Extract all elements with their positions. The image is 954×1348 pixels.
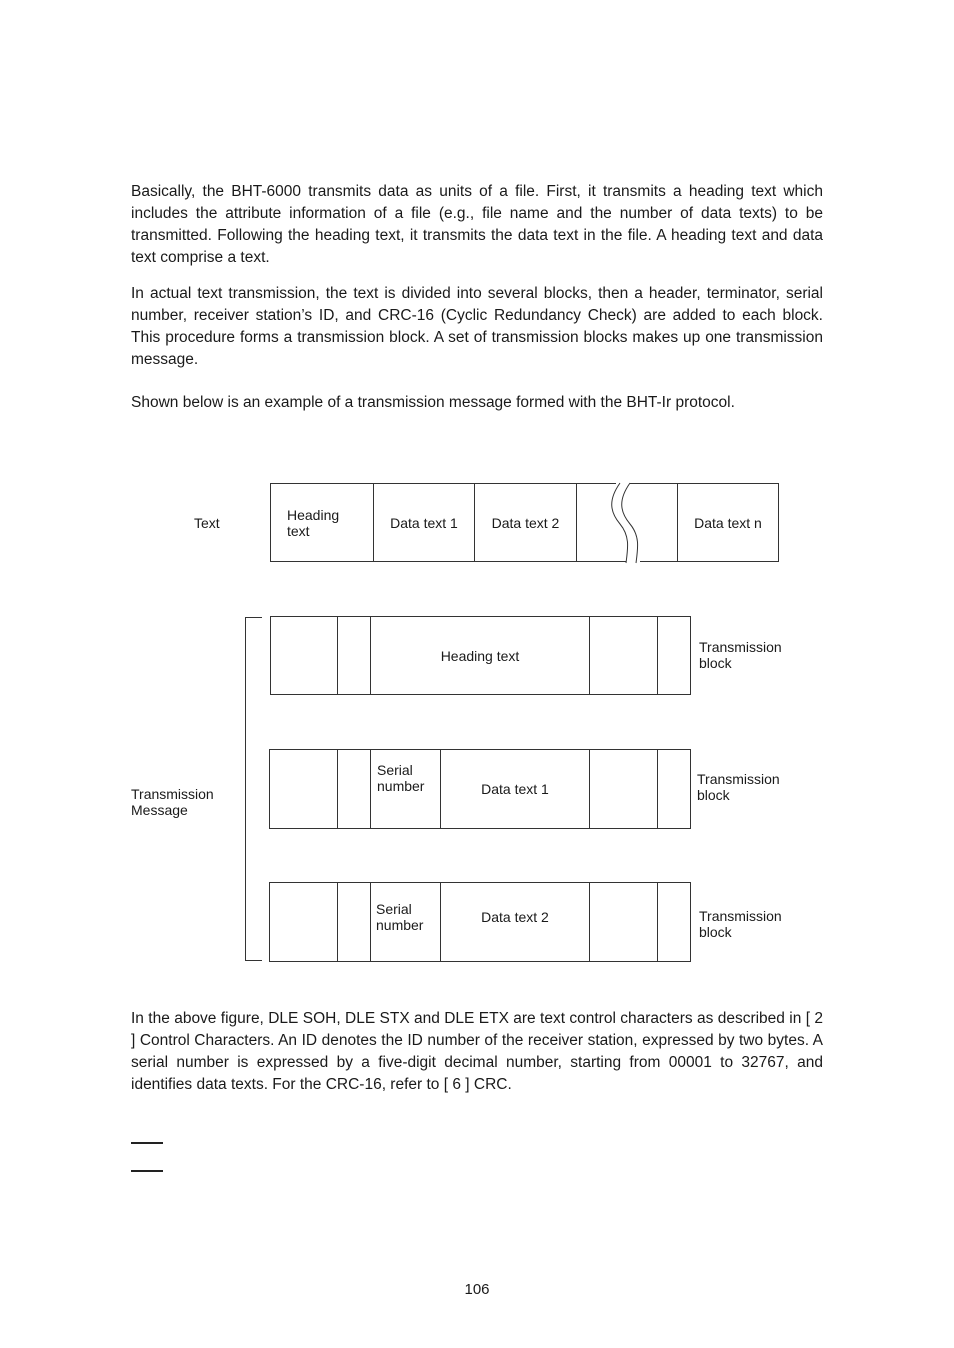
terminator-cell xyxy=(589,750,657,828)
paragraph-blocks: In actual text transmission, the text is divided into several blocks, then a header, terminator, serial number, receiver station’s ID, and CRC-16 (Cyclic Redundancy Check) are added to each block. This procedure forms a transmission block. A set of transmission blocks makes up one transmission message. xyxy=(131,285,823,368)
id-cell xyxy=(337,750,370,828)
header-cell xyxy=(270,883,337,961)
block-content-cell: Data text 1 xyxy=(440,750,589,828)
page-number: 106 xyxy=(464,1281,490,1298)
block-content-cell: Heading text xyxy=(370,617,589,694)
block-1-label: Transmission block xyxy=(699,639,782,671)
block-content-cell: Data text 2 xyxy=(440,883,589,961)
block-2-label: Transmission block xyxy=(697,771,780,803)
transmission-block-3 xyxy=(269,882,691,962)
transmission-block-2 xyxy=(269,749,691,829)
serial-number-cell: Serial number xyxy=(370,883,440,961)
data-text-2-cell: Data text 2 xyxy=(474,484,576,561)
paragraph-example: Shown below is an example of a transmission message formed with the BHT-Ir protocol. xyxy=(131,394,735,411)
note-rule-2 xyxy=(131,1170,163,1172)
crc-cell xyxy=(657,617,690,694)
id-cell xyxy=(337,617,370,694)
break-mark-icon xyxy=(600,482,656,564)
data-text-1-cell: Data text 1 xyxy=(373,484,474,561)
data-text-n-cell: Data text n xyxy=(677,484,778,561)
note-rule-1 xyxy=(131,1142,163,1144)
text-row-label: Text xyxy=(194,515,220,531)
terminator-cell xyxy=(589,883,657,961)
text-row xyxy=(270,483,779,562)
block-3-label: Transmission block xyxy=(699,908,782,940)
transmission-block-1 xyxy=(270,616,691,695)
header-cell xyxy=(271,617,337,694)
transmission-message-label: Transmission Message xyxy=(131,786,214,818)
crc-cell xyxy=(657,883,690,961)
crc-cell xyxy=(657,750,690,828)
paragraph-intro: Basically, the BHT-6000 transmits data as units of a file. First, it transmits a heading text which includes the attribute information of a file (e.g., file name and the number of data texts) to be transmitted. Following the heading text, it transmits the data text in the file. A heading text and data text comprise a text. xyxy=(131,183,823,266)
header-cell xyxy=(270,750,337,828)
paragraph-figure-notes: In the above figure, DLE SOH, DLE STX and DLE ETX are text control characters as described in [ 2 ] Control Characters. An ID denotes the ID number of the receiver station, expressed by two bytes. A serial number is expressed by a five-digit decimal number, starting from 00001 to 32767, and identifies data texts. For the CRC-16, refer to [ 6 ] CRC. xyxy=(131,1010,823,1093)
terminator-cell xyxy=(589,617,657,694)
message-bracket xyxy=(245,617,262,961)
heading-text-cell: Heading text xyxy=(287,506,340,539)
serial-number-cell: Serial number xyxy=(370,750,440,828)
id-cell xyxy=(337,883,370,961)
